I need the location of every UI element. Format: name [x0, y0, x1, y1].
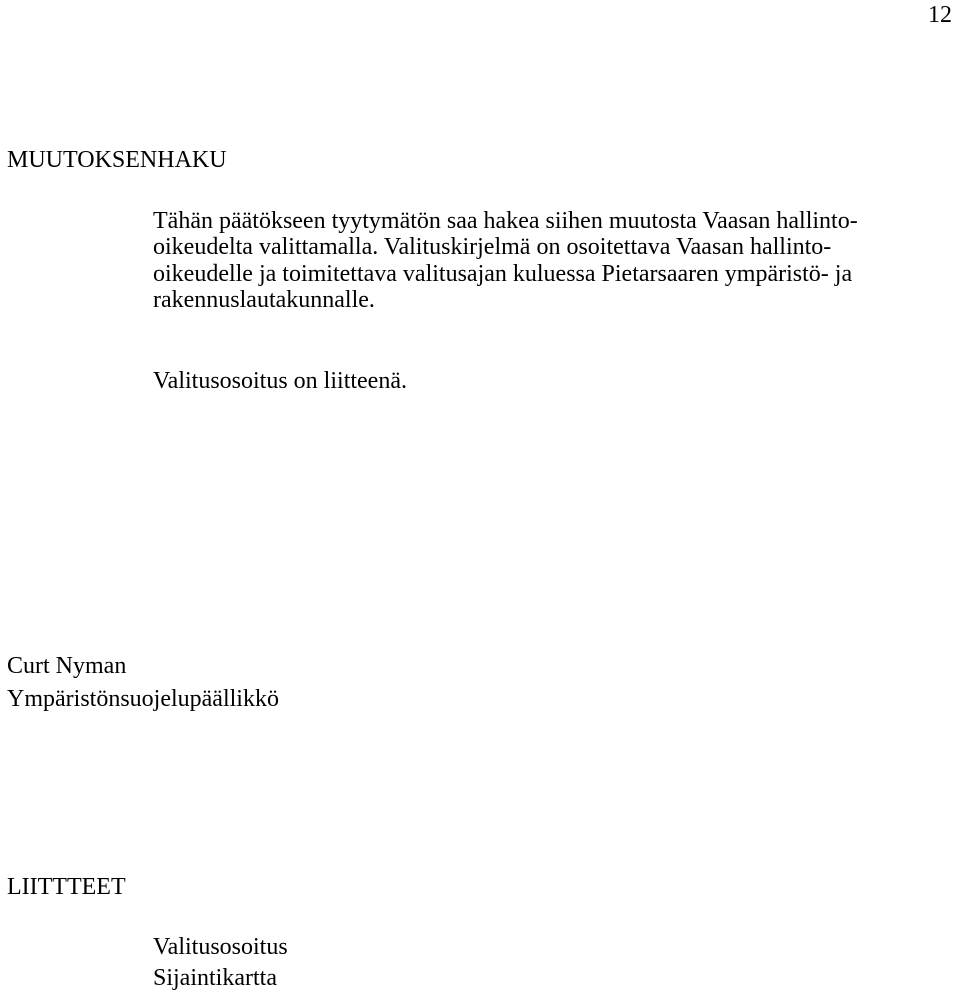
- attachment-item: Valitusosoitus: [153, 934, 288, 960]
- signature-name: Curt Nyman: [7, 653, 127, 679]
- appeal-note: Valitusosoitus on liitteenä.: [153, 368, 407, 394]
- appeal-paragraph-line: Tähän päätökseen tyytymätön saa hakea siihen muutosta Vaasan hallinto-: [153, 208, 858, 234]
- appeal-paragraph-line: oikeudelta valittamalla. Valituskirjelmä on osoitettava Vaasan hallinto-: [153, 234, 832, 261]
- attachment-item: Sijaintikartta: [153, 965, 277, 991]
- attachments-list: [153, 932, 288, 994]
- appeal-heading: MUUTOKSENHAKU: [7, 147, 227, 173]
- appeal-paragraph-line: rakennuslautakunnalle.: [153, 287, 375, 314]
- page-number: 12: [928, 2, 952, 28]
- appeal-paragraph: [153, 208, 953, 314]
- signature-block: [7, 650, 279, 716]
- signature-title: Ympäristönsuojelupäällikkö: [7, 686, 279, 712]
- attachments-heading: LIITTTEET: [7, 874, 126, 900]
- appeal-paragraph-line: oikeudelle ja toimitettava valitusajan kuluessa Pietarsaaren ympäristö- ja: [153, 260, 853, 287]
